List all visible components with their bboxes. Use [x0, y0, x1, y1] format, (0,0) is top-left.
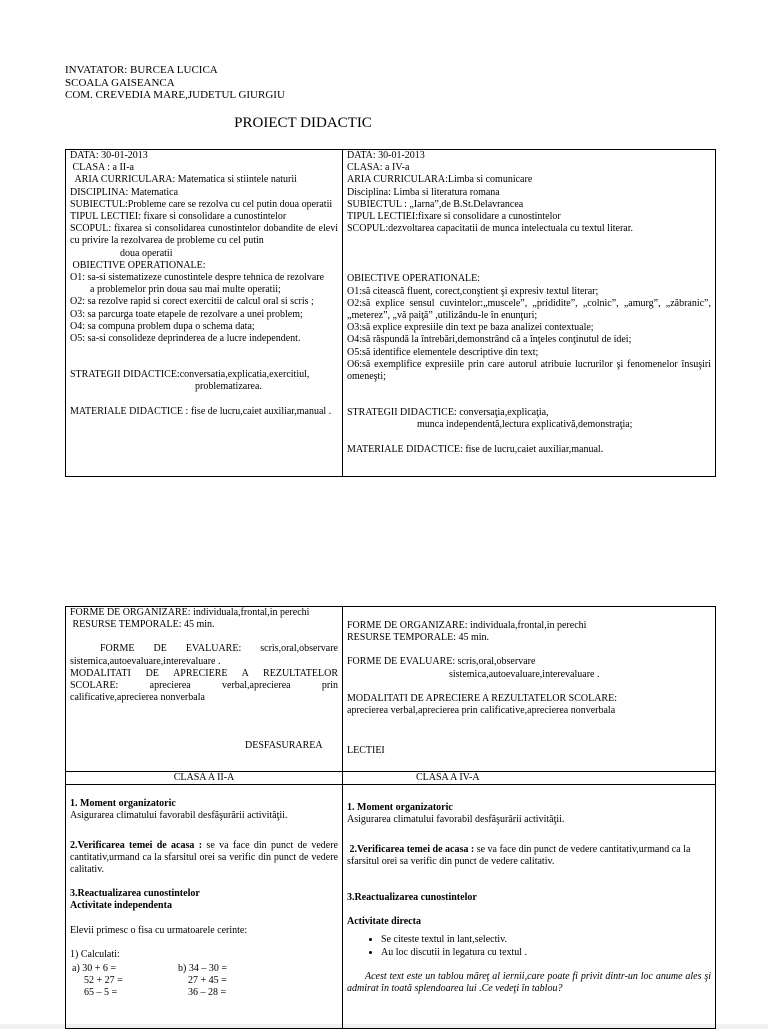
class-4-organization-cell: [343, 607, 716, 772]
section-2-text: se va face din punct de vedere cantitativ,urmand ca la sfarsitul orei sa verific din punct de vedere calitativ.: [70, 839, 338, 876]
section-2-title: 2.Verificarea temei de acasa :: [347, 843, 475, 855]
organization-forms-text: FORME DE ORGANIZARE: individuala,frontal,in perechi: [347, 620, 587, 631]
objective-o3: O3:să explice expresiile din text pe baza analizei contextuale;: [347, 322, 594, 334]
time-resources-text: RESURSE TEMPORALE: 45 min.: [70, 619, 215, 631]
section-1-title: 1. Moment organizatoric: [70, 798, 176, 810]
document-header: [65, 64, 285, 102]
column-header-class-4: CLASA A IV-A: [343, 772, 716, 785]
calc-a-3: 65 – 5 =: [84, 987, 118, 999]
purpose-text: SCOPUL: fixarea si consolidarea cunostintelor dobandite de elevi cu privire la rezolvarea de probleme cu cel putin: [70, 223, 338, 247]
class-4-details-cell: [343, 150, 716, 477]
section-3-text: Elevii primesc o fisa cu urmatoarele cerinte:: [70, 924, 248, 936]
evaluation-forms-text-cont: sistemica,autoevaluare,interevaluare .: [449, 668, 600, 680]
document-title: PROIECT DIDACTIC: [234, 115, 372, 131]
objective-o6: O6:să exemplifice expresiile prin care autorul atribuie lucrurilor şi fenomenelor însuşiri omeneşti;: [347, 358, 711, 383]
section-3-title: 3.Reactualizarea cunostintelor: [70, 888, 200, 900]
strategies-text: STRATEGII DIDACTICE:conversatia,explicatia,exercitiul,: [70, 369, 310, 381]
time-resources-text: RESURSE TEMPORALE: 45 min.: [347, 632, 490, 644]
objective-o5: O5:să identifice elementele descriptive din text;: [347, 346, 539, 358]
lectiei-heading: LECTIEI: [347, 745, 385, 757]
class-4-activity-cell: [343, 785, 716, 1029]
section-3-subtitle: Activitate directa: [347, 916, 421, 928]
assessment-methods-text-cont: aprecierea verbal,aprecierea prin calificative,aprecierea nonverbala: [347, 705, 616, 717]
section-3-subtitle: Activitate independenta: [70, 900, 172, 912]
purpose-text-cont: doua operatii: [120, 247, 173, 259]
teacher-line: INVATATOR: BURCEA LUCICA: [65, 64, 218, 76]
discipline-text: Disciplina: Limba si literatura romana: [347, 186, 500, 198]
objectives-title: OBIECTIVE OPERATIONALE:: [347, 273, 481, 285]
section-1-text: Asigurarea climatului favorabil desfăşurării activităţii.: [70, 810, 288, 822]
strategies-text-cont: munca independentă,lectura explicativă,demonstraţia;: [417, 419, 633, 431]
desfasurarea-heading: DESFASURAREA: [245, 740, 323, 752]
objectives-title: OBIECTIVE OPERATIONALE:: [70, 259, 206, 271]
subject-text: SUBIECTUL:Probleme care se rezolva cu cel putin doua operatii: [70, 198, 333, 210]
lesson-type-text: TIPUL LECTIEI:fixare si consolidare a cunostintelor: [347, 211, 561, 223]
list-item: • Se citeste textul in lant,selectiv.: [381, 934, 711, 946]
calc-b-1: b) 34 – 30 =: [178, 963, 227, 975]
purpose-text: SCOPUL:dezvoltarea capacitatii de munca intelectuala cu textul literar.: [347, 223, 633, 235]
class-text: CLASA: a IV-a: [347, 162, 410, 174]
materials-text: MATERIALE DIDACTICE: fise de lucru,caiet auxiliar,manual.: [347, 443, 604, 455]
section-1-title: 1. Moment organizatoric: [347, 802, 453, 814]
calc-b-2: 27 + 45 =: [188, 975, 227, 987]
list-item: • Au loc discutii in legatura cu textul .: [381, 947, 711, 959]
column-header-class-2: CLASA A II-A: [66, 772, 343, 785]
section-2-paragraph: [70, 840, 338, 877]
section-1-text: Asigurarea climatului favorabil desfăşurării activităţii.: [347, 814, 565, 826]
section-2-paragraph: [347, 844, 711, 868]
section-3-title: 3.Reactualizarea cunostintelor: [347, 892, 477, 904]
date-text: DATA: 30-01-2013: [347, 150, 425, 161]
text-quote: Acest text este un tablou măreţ al iernii,care poate fi privit dintr-un loc anume ales şi admirat în toată splendoarea lui .Ce vedeţi în tablou?: [347, 970, 711, 995]
lesson-progress-table: [65, 606, 716, 1029]
lesson-type-text: TIPUL LECTIEI: fixare si consolidare a cunostintelor: [70, 211, 287, 223]
class-2-organization-cell: [66, 607, 343, 772]
activity-bullet-list: [347, 934, 711, 958]
objective-o5: O5: sa-si consolideze deprinderea de a lucre independent.: [70, 333, 301, 345]
discipline-text: DISCIPLINA: Matematica: [70, 186, 179, 198]
lesson-plan-table: [65, 149, 716, 477]
curricular-area-text: ARIA CURRICULARA: Matematica si stiintele naturii: [70, 174, 297, 186]
assessment-methods-text: MODALITATI DE APRECIERE A REZULTATELOR SCOLARE: aprecierea verbal,aprecierea prin calificative,aprecierea nonverbala: [70, 667, 338, 704]
calc-exercises: [70, 963, 338, 1000]
class-text: CLASA : a II-a: [70, 162, 134, 174]
class-2-activity-cell: [66, 785, 343, 1029]
objective-o3: O3: sa parcurga toate etapele de rezolvare a unei problem;: [70, 308, 303, 320]
objective-o1-cont: a problemelor prin doua sau mai multe operatii;: [90, 284, 281, 296]
school-line: SCOALA GAISEANCA: [65, 76, 175, 89]
objective-o4: O4:să răspundă la întrebări,demonstrând că a înţeles conţinutul de idei;: [347, 334, 632, 346]
objective-o2: O2: sa rezolve rapid si corect exercitii de calcul oral si scris ;: [70, 296, 314, 308]
strategies-text: STRATEGII DIDACTICE: conversaţia,explicaţia,: [347, 407, 549, 419]
calc-a-1: a) 30 + 6 =: [72, 963, 117, 975]
evaluation-forms-text: FORME DE EVALUARE: scris,oral,observare sistemica,autoevaluare,interevaluare .: [70, 643, 338, 667]
materials-text: MATERIALE DIDACTICE : fise de lucru,caiet auxiliar,manual .: [70, 405, 332, 417]
curricular-area-text: ARIA CURRICULARA:Limba si comunicare: [347, 174, 533, 186]
date-text: DATA: 30-01-2013: [70, 150, 148, 161]
calc-b-3: 36 – 28 =: [188, 987, 227, 999]
subject-text: SUBIECTUL : „Iarna”,de B.St.Delavrancea: [347, 198, 524, 210]
section-2-text: se va face din punct de vedere cantitativ,urmand ca la sfarsitul orei sa verific din punct de vedere calitativ.: [347, 843, 691, 867]
organization-forms-text: FORME DE ORGANIZARE: individuala,frontal,in perechi: [70, 607, 310, 618]
class-2-details-cell: [66, 150, 343, 477]
strategies-text-cont: problematizarea.: [195, 381, 262, 393]
objective-o1: O1: sa-si sistematizeze cunostintele despre tehnica de rezolvare: [70, 272, 325, 284]
objective-o4: O4: sa compuna problem dupa o schema data;: [70, 320, 255, 332]
objective-o1: O1:să citească fluent, corect,conştient şi expresiv textul literar;: [347, 285, 599, 297]
section-2-title: 2.Verificarea temei de acasa :: [70, 839, 203, 851]
calc-a-2: 52 + 27 =: [84, 975, 123, 987]
assessment-methods-text: MODALITATI DE APRECIERE A REZULTATELOR SCOLARE:: [347, 692, 617, 704]
objective-o2: O2:să explice sensul cuvintelor:„muscele”, „prididite”, „colnic”, „amurg”, „zăbranic”, „meterez”, „vă paiţă” ,utilizându-le în enunţuri;: [347, 297, 711, 322]
evaluation-forms-text: FORME DE EVALUARE: scris,oral,observare: [347, 656, 536, 668]
calc-title: 1) Calculati:: [70, 948, 120, 960]
location-line: COM. CREVEDIA MARE,JUDETUL GIURGIU: [65, 89, 285, 102]
